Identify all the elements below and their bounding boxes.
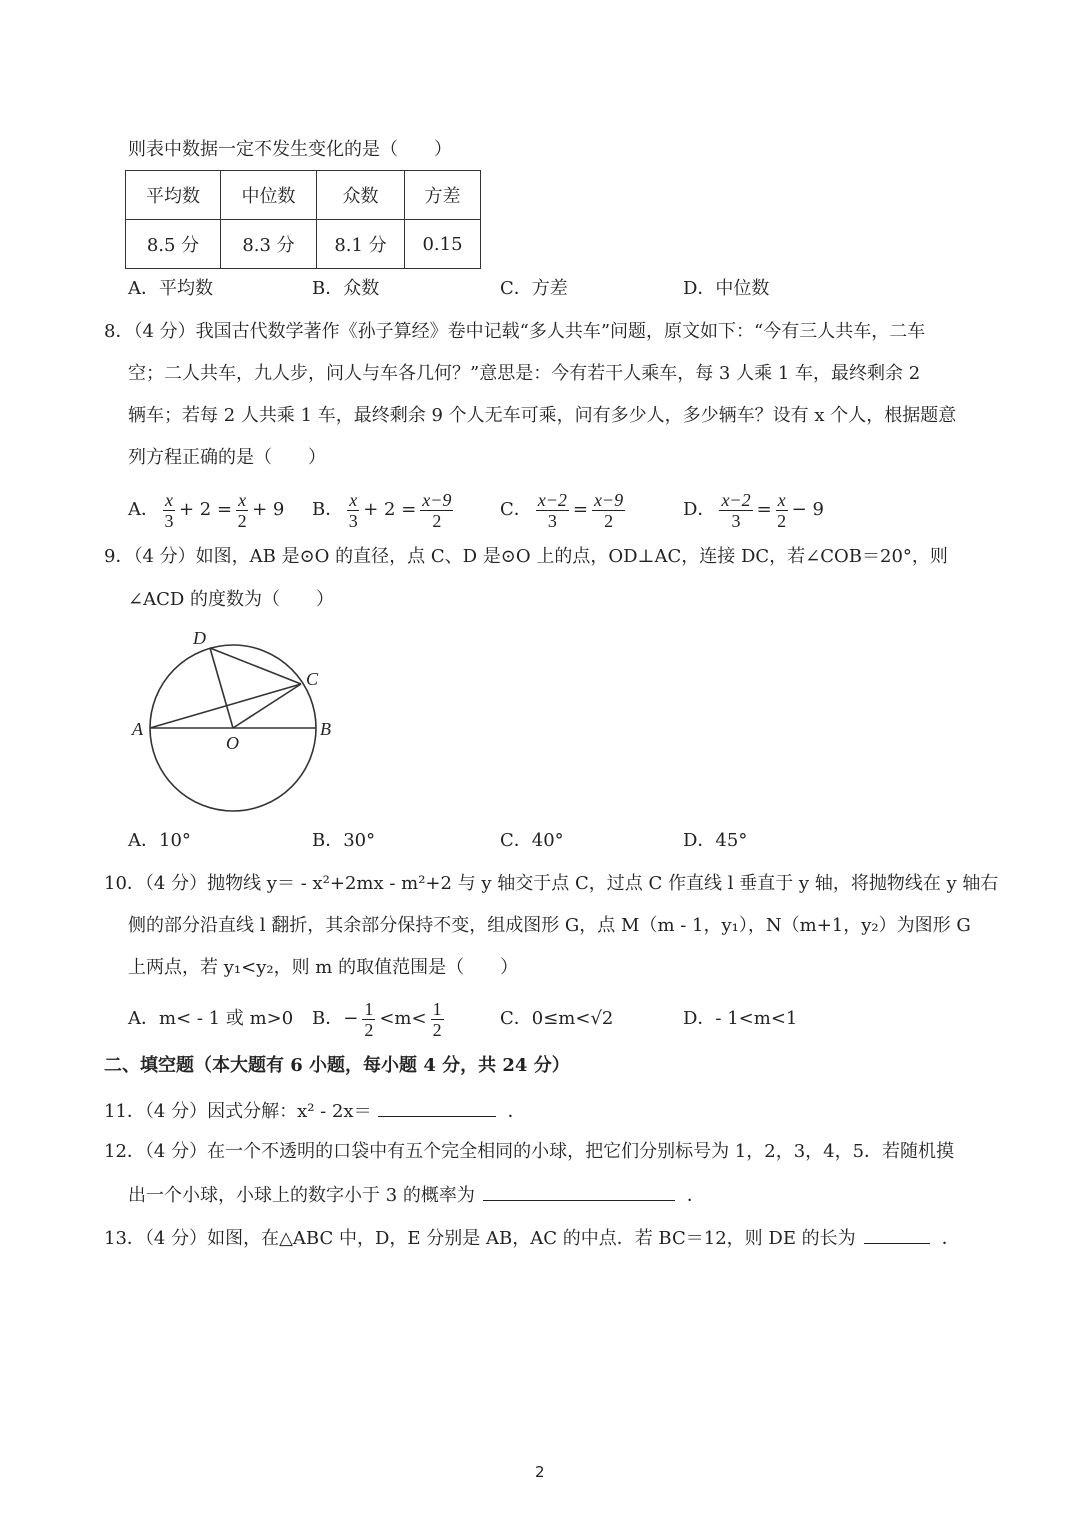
- option-label: C．: [500, 499, 532, 520]
- q10-option-d: D．- 1<m<1: [683, 1008, 798, 1029]
- table-cell: 8.5 分: [126, 220, 221, 269]
- denominator: 2: [237, 510, 247, 531]
- period: ．: [941, 1228, 960, 1249]
- q12-text: 出一个小球，小球上的数字小于 3 的概率为: [128, 1185, 475, 1206]
- q10-line: 10．（4 分）抛物线 y＝ - x²+2mx - m²+2 与 y 轴交于点 C，过点 C 作直线 l 垂直于 y 轴，将抛物线在 y 轴右: [104, 873, 999, 894]
- numerator: x−2: [537, 489, 567, 510]
- q12-line2: [128, 1182, 705, 1208]
- segment-oc: [233, 684, 301, 728]
- operator: =: [756, 499, 772, 520]
- page-number: 2: [535, 1463, 545, 1481]
- operator: + 2 =: [179, 499, 233, 520]
- q10-line: 上两点，若 y₁<y₂，则 m 的取值范围是（ ）: [128, 957, 519, 978]
- q9-option-d: D．45°: [683, 830, 748, 851]
- q8-line: 辆车；若每 2 人共乘 1 车，最终剩余 9 个人无车可乘，问有多少人，多少辆车？设有 x 个人，根据题意: [128, 405, 957, 426]
- option-label: D．: [683, 499, 716, 520]
- table-header: 方差: [405, 171, 481, 220]
- q7-option-b: B．众数: [312, 278, 380, 299]
- q7-option-c: C．方差: [500, 278, 568, 299]
- label-b: B: [320, 719, 331, 739]
- tail: + 9: [252, 499, 285, 520]
- q9-line: ∠ACD 的度数为（ ）: [128, 589, 335, 610]
- operator: =: [572, 499, 589, 520]
- denominator: 3: [547, 510, 557, 531]
- q9-option-c: C．40°: [500, 830, 564, 851]
- q8-line: 8．（4 分）我国古代数学著作《孙子算经》卷中记载“多人共车”问题，原文如下：“今有三人共车，二车: [104, 321, 926, 342]
- q12-line: 12．（4 分）在一个不透明的口袋中有五个完全相同的小球，把它们分别标号为 1，2，3，4，5．若随机摸: [104, 1141, 955, 1162]
- tail: − 9: [791, 499, 824, 520]
- segment-od: [210, 648, 233, 728]
- numerator: x−9: [422, 489, 452, 510]
- label-c: C: [306, 669, 319, 689]
- q10-option-a: A．m< - 1 或 m>0: [128, 1008, 294, 1029]
- option-label: B．: [312, 499, 344, 520]
- period: ．: [507, 1101, 526, 1122]
- numerator: 1: [364, 998, 374, 1019]
- q7-stem: 则表中数据一定不发生变化的是（ ）: [128, 139, 452, 160]
- option-label: A．: [128, 499, 159, 520]
- minus-sign: −: [343, 1008, 359, 1029]
- operator: + 2 =: [363, 499, 417, 520]
- q10-option-c: C．0≤m<√2: [500, 1008, 614, 1029]
- table-cell: 8.3 分: [221, 220, 317, 269]
- q8-line: 列方程正确的是（ ）: [128, 447, 326, 468]
- q10-option-b: [312, 996, 448, 1042]
- q8-line: 空；二人共车，九人步，问人与车各几何？”意思是：今有若干人乘车，每 3 人乘 1 车，最终剩余 2: [128, 363, 921, 384]
- answer-blank[interactable]: [864, 1225, 930, 1244]
- numerator: x: [349, 489, 358, 510]
- denominator: 3: [164, 510, 174, 531]
- numerator: x−9: [594, 489, 624, 510]
- option-label: B．: [312, 1008, 344, 1029]
- q9-line: 9．（4 分）如图，AB 是⊙O 的直径，点 C、D 是⊙O 上的点，OD⊥AC，连接 DC，若∠COB＝20°，则: [104, 546, 948, 567]
- period: ．: [686, 1185, 705, 1206]
- q13: [104, 1225, 960, 1251]
- denominator: 2: [432, 510, 442, 531]
- denominator: 2: [604, 510, 614, 531]
- q9-option-b: B．30°: [312, 830, 376, 851]
- section-heading: 二、填空题（本大题有 6 小题，每小题 4 分，共 24 分）: [104, 1055, 570, 1076]
- answer-blank[interactable]: [378, 1098, 496, 1117]
- denominator: 3: [731, 510, 741, 531]
- fraction: [431, 999, 444, 1040]
- q7-option-a: A．平均数: [128, 278, 213, 299]
- q9-option-a: A．10°: [128, 830, 191, 851]
- table-cell: 8.1 分: [317, 220, 405, 269]
- table-cell: 0.15: [405, 220, 481, 269]
- q11-text: 11．（4 分）因式分解：x² - 2x＝: [104, 1101, 372, 1122]
- label-o: O: [226, 733, 239, 753]
- denominator: 2: [364, 1019, 374, 1040]
- label-d: D: [193, 628, 206, 648]
- q7-option-d: D．中位数: [683, 278, 770, 299]
- denominator: 3: [348, 510, 358, 531]
- denominator: 2: [777, 510, 787, 531]
- table-header: 中位数: [221, 171, 317, 220]
- label-a: A: [132, 719, 143, 739]
- fraction: [362, 999, 375, 1040]
- numerator: x−2: [721, 489, 751, 510]
- q13-text: 13．（4 分）如图，在△ABC 中，D，E 分别是 AB，AC 的中点．若 BC＝12，则 DE 的长为: [104, 1228, 856, 1249]
- numerator: x: [165, 489, 173, 510]
- numerator: x: [238, 489, 247, 510]
- numerator: 1: [432, 998, 442, 1019]
- q10-line: 侧的部分沿直线 l 翻折，其余部分保持不变，组成图形 G，点 M（m - 1，y₁），N（m+1，y₂）为图形 G: [128, 915, 971, 936]
- answer-blank[interactable]: [483, 1182, 675, 1201]
- denominator: 2: [432, 1019, 442, 1040]
- table-header: 众数: [317, 171, 405, 220]
- numerator: x: [777, 489, 786, 510]
- table-header: 平均数: [126, 171, 221, 220]
- inequality: <m<: [379, 1008, 427, 1029]
- segment-ac: [150, 684, 301, 728]
- q11: [104, 1098, 526, 1124]
